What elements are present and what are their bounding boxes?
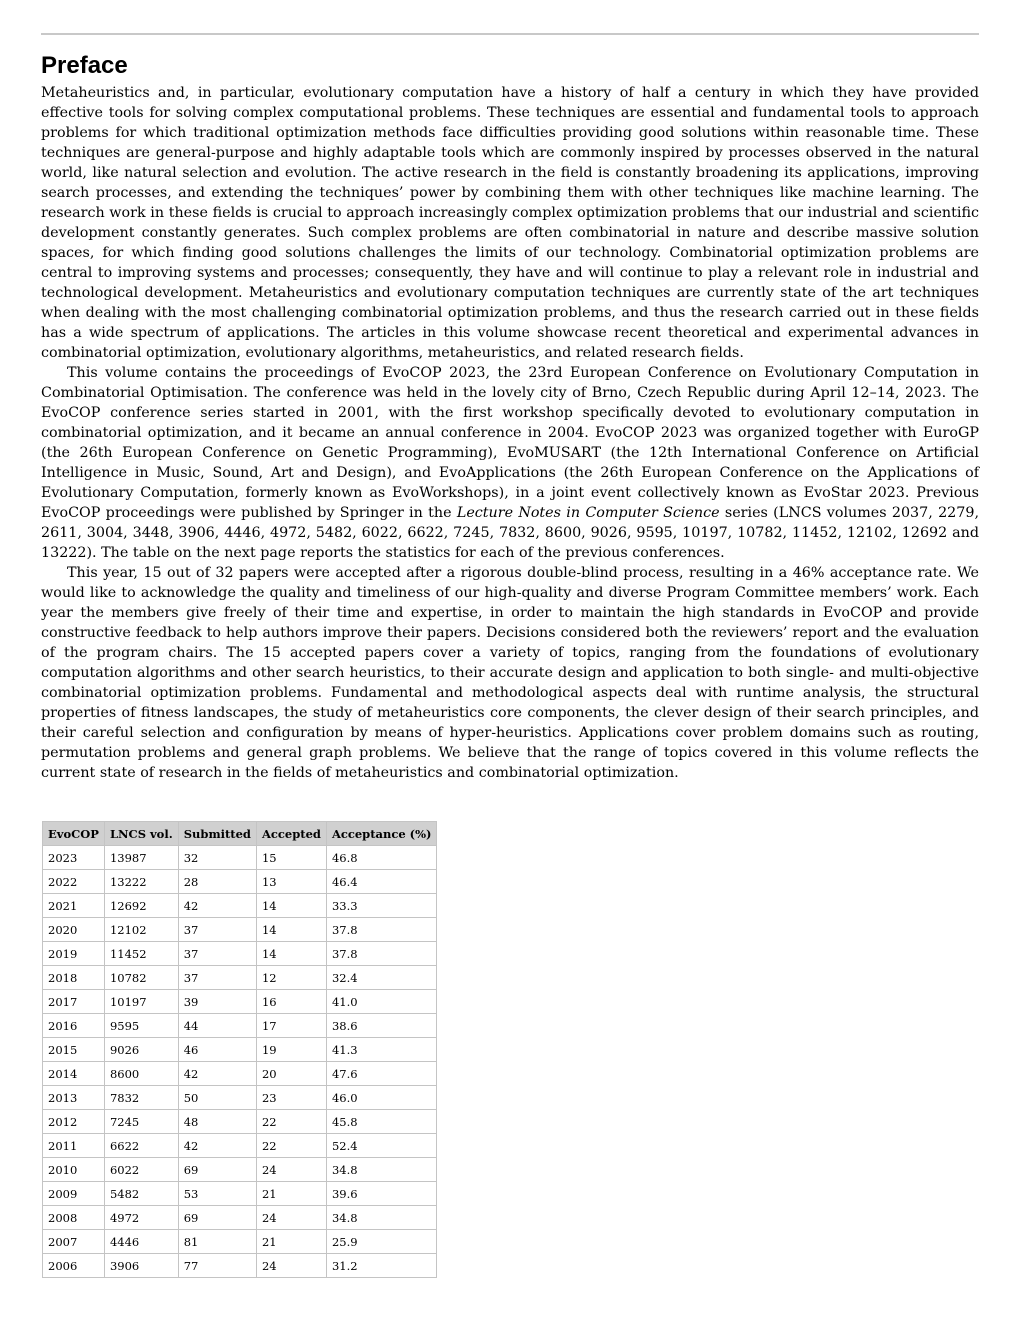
table-cell: 2023 [43,846,105,870]
table-cell: 37 [178,918,256,942]
table-cell: 41.0 [326,990,437,1014]
table-cell: 32 [178,846,256,870]
table-row [43,990,437,1014]
table-cell: 37 [178,942,256,966]
table-cell: 69 [178,1158,256,1182]
table-cell: 2007 [43,1230,105,1254]
table-cell: 12692 [104,894,178,918]
table-cell: 2022 [43,870,105,894]
table-row [43,1206,437,1230]
table-cell: 3906 [104,1254,178,1278]
paragraph-2 [41,363,979,563]
table-row [43,918,437,942]
paragraph-1: Metaheuristics and, in particular, evolutionary computation have a history of half a century in which they have provided effective tools for solving complex computational problems. These techniques are essential and fundamental tools to approach problems for which traditional optimization methods face difficulties providing good solutions within reasonable time. These techniques are general-purpose and highly adaptable tools which are commonly inspired by processes observed in the natural world, like natural selection and evolution. The active research in the field is constantly broadening its applications, improving search processes, and extending the techniques’ power by combining them with other techniques like machine learning. The research work in these fields is crucial to approach increasingly complex optimization problems that our industrial and scientific development constantly generates. Such complex problems are often combinatorial in nature and describe massive solution spaces, for which finding good solutions challenges the limits of our technology. Combinatorial optimization problems are central to improving systems and processes; consequently, they have and will continue to play a relevant role in industrial and technological development. Metaheuristics and evolutionary computation techniques are currently state of the art techniques when dealing with the most challenging combinatorial optimization problems, and thus the research carried out in these fields has a wide spectrum of applications. The articles in this volume showcase recent theoretical and experimental advances in combinatorial optimization, evolutionary algorithms, metaheuristics, and related research fields. [41,85,979,361]
table-cell: 2018 [43,966,105,990]
table-body [43,846,437,1278]
paragraph-2-tail: series (LNCS volumes 2037, 2279, 2611, 3004, 3448, 3906, 4446, 4972, 5482, 6022, 6622, 7245, 7832, 8600, 9026, 9595, 10197, 10782, 11452, 12102, 12692 and 13222). The table on the next page reports the statistics for each of the previous conferences. [41,505,979,561]
table-cell: 2011 [43,1134,105,1158]
table-cell: 34.8 [326,1158,437,1182]
table-cell: 16 [256,990,326,1014]
table-cell: 2015 [43,1038,105,1062]
table-cell: 81 [178,1230,256,1254]
table-cell: 46 [178,1038,256,1062]
table-cell: 38.6 [326,1014,437,1038]
table-cell: 46.4 [326,870,437,894]
table-cell: 6022 [104,1158,178,1182]
table-cell: 31.2 [326,1254,437,1278]
table-cell: 12 [256,966,326,990]
table-cell: 2016 [43,1014,105,1038]
series-title: Lecture Notes in Computer Science [456,505,720,521]
column-header: Accepted [256,822,326,846]
table-row [43,1014,437,1038]
column-header: LNCS vol. [104,822,178,846]
table-cell: 48 [178,1110,256,1134]
table-row [43,1110,437,1134]
table-cell: 2014 [43,1062,105,1086]
table-cell: 2020 [43,918,105,942]
table-cell: 69 [178,1206,256,1230]
table-row [43,1158,437,1182]
table-cell: 33.3 [326,894,437,918]
table-cell: 24 [256,1158,326,1182]
table-row [43,870,437,894]
table-cell: 45.8 [326,1110,437,1134]
table-cell: 24 [256,1254,326,1278]
table-cell: 4446 [104,1230,178,1254]
table-cell: 2012 [43,1110,105,1134]
preface-body [41,83,979,783]
table-cell: 34.8 [326,1206,437,1230]
table-cell: 52.4 [326,1134,437,1158]
table-cell: 21 [256,1230,326,1254]
table-cell: 13 [256,870,326,894]
table-row [43,1230,437,1254]
table-cell: 4972 [104,1206,178,1230]
table-row [43,1254,437,1278]
table-cell: 7832 [104,1086,178,1110]
table-cell: 41.3 [326,1038,437,1062]
table-cell: 46.0 [326,1086,437,1110]
paragraph-2-text: This volume contains the proceedings of EvoCOP 2023, the 23rd European Conference on Evolutionary Computation in Combinatorial Optimisation. The conference was held in the lovely city of Brno, Czech Republic during April 12–14, 2023. The EvoCOP conference series started in 2001, with the first workshop specifically devoted to evolutionary computation in combinatorial optimization, and it became an annual conference in 2004. EvoCOP 2023 was organized together with EuroGP (the 26th European Conference on Genetic Programming), EvoMUSART (the 12th International Conference on Artificial Intelligence in Music, Sound, Art and Design), and EvoApplications (the 26th European Conference on the Applications of Evolutionary Computation, formerly known as EvoWorkshops), in a joint event collectively known as EvoStar 2023. Previous EvoCOP proceedings were published by Springer in the [41,365,979,521]
table-cell: 28 [178,870,256,894]
table-cell: 2010 [43,1158,105,1182]
table-cell: 2008 [43,1206,105,1230]
table-cell: 42 [178,1062,256,1086]
table-row [43,1038,437,1062]
table-cell: 14 [256,894,326,918]
table-cell: 32.4 [326,966,437,990]
table-cell: 2009 [43,1182,105,1206]
table-cell: 22 [256,1110,326,1134]
column-header: Submitted [178,822,256,846]
table-cell: 2019 [43,942,105,966]
table-row [43,942,437,966]
table-cell: 2013 [43,1086,105,1110]
table-row [43,1086,437,1110]
table-cell: 5482 [104,1182,178,1206]
table-row [43,1182,437,1206]
table-cell: 6622 [104,1134,178,1158]
table-cell: 9026 [104,1038,178,1062]
table-cell: 10782 [104,966,178,990]
table-cell: 23 [256,1086,326,1110]
table-cell: 9595 [104,1014,178,1038]
table-cell: 14 [256,942,326,966]
table-cell: 13222 [104,870,178,894]
table-cell: 22 [256,1134,326,1158]
table-cell: 11452 [104,942,178,966]
page-title: Preface [41,52,128,79]
table-cell: 37.8 [326,918,437,942]
table-cell: 50 [178,1086,256,1110]
table-cell: 2017 [43,990,105,1014]
table-cell: 15 [256,846,326,870]
column-header: Acceptance (%) [326,822,437,846]
table-cell: 12102 [104,918,178,942]
table-cell: 19 [256,1038,326,1062]
table-cell: 13987 [104,846,178,870]
table-cell: 2006 [43,1254,105,1278]
column-header: EvoCOP [43,822,105,846]
table-cell: 42 [178,1134,256,1158]
table-row [43,846,437,870]
table-cell: 10197 [104,990,178,1014]
table-cell: 2021 [43,894,105,918]
statistics-table [42,821,437,1278]
table-cell: 77 [178,1254,256,1278]
table-cell: 46.8 [326,846,437,870]
table-cell: 44 [178,1014,256,1038]
table-cell: 37 [178,966,256,990]
table-cell: 24 [256,1206,326,1230]
table-cell: 42 [178,894,256,918]
table-cell: 8600 [104,1062,178,1086]
paragraph-3: This year, 15 out of 32 papers were accepted after a rigorous double-blind process, resulting in a 46% acceptance rate. We would like to acknowledge the quality and timeliness of our high-quality and diverse Program Committee members’ work. Each year the members give freely of their time and expertise, in order to maintain the high standards in EvoCOP and provide constructive feedback to help authors improve their papers. Decisions considered both the reviewers’ report and the evaluation of the program chairs. The 15 accepted papers cover a variety of topics, ranging from the foundations of evolutionary computation algorithms and other search heuristics, to their accurate design and application to both single- and multi-objective combinatorial optimization problems. Fundamental and methodological aspects deal with runtime analysis, the structural properties of fitness landscapes, the study of metaheuristics core components, the clever design of their search principles, and their careful selection and configuration by means of hyper-heuristics. Applications cover problem domains such as routing, permutation problems and general graph problems. We believe that the range of topics covered in this volume reflects the current state of research in the fields of metaheuristics and combinatorial optimization. [41,565,979,781]
table-row [43,894,437,918]
table-cell: 39.6 [326,1182,437,1206]
table-row [43,1134,437,1158]
table-cell: 37.8 [326,942,437,966]
table-row [43,1062,437,1086]
header-rule [41,33,979,35]
table-cell: 7245 [104,1110,178,1134]
table-cell: 14 [256,918,326,942]
table-cell: 39 [178,990,256,1014]
table-cell: 53 [178,1182,256,1206]
table-row [43,966,437,990]
table-cell: 21 [256,1182,326,1206]
table-cell: 25.9 [326,1230,437,1254]
table-cell: 47.6 [326,1062,437,1086]
table-header-row [43,822,437,846]
table-cell: 20 [256,1062,326,1086]
table-cell: 17 [256,1014,326,1038]
